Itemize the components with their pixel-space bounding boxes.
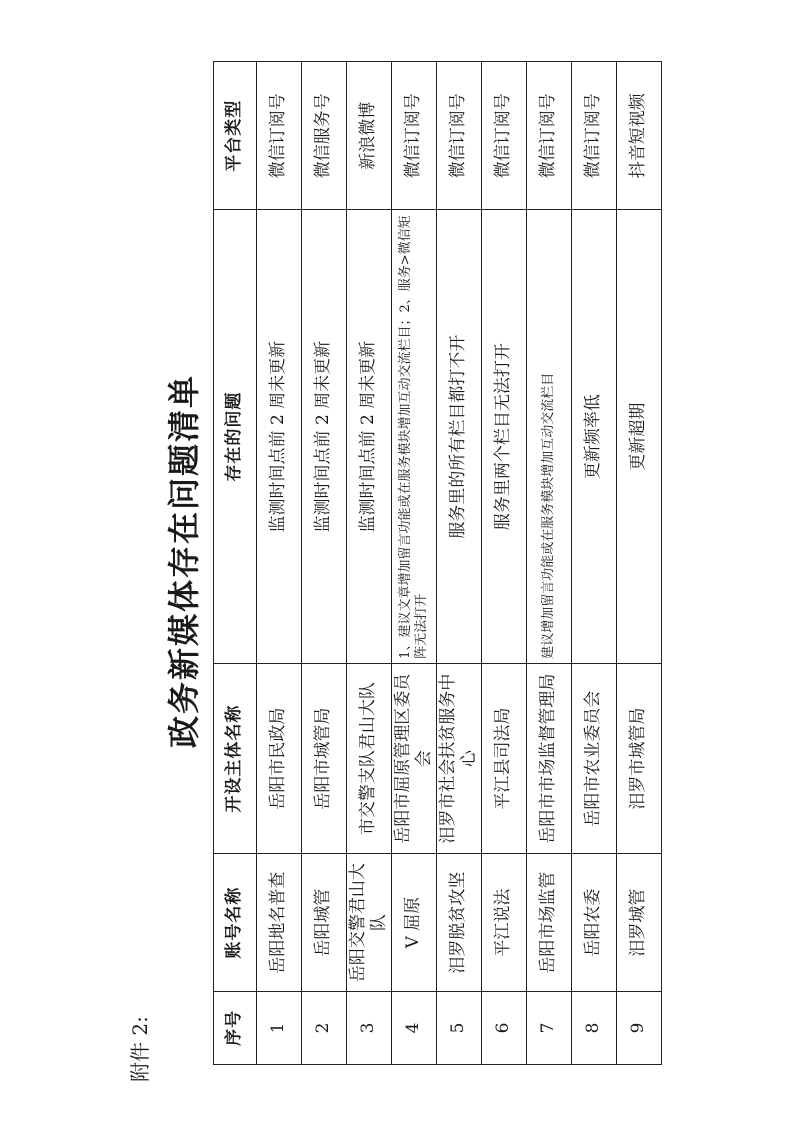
cell-platform: 微信订阅号 — [572, 62, 617, 210]
cell-owner: 岳阳市城管局 — [302, 663, 347, 854]
header-owner: 开设主体名称 — [214, 663, 257, 854]
cell-issue: 更新频率低 — [572, 210, 617, 663]
table-row — [347, 62, 392, 1065]
cell-account: 岳阳市场监管 — [527, 854, 572, 991]
cell-account: 汨罗城管 — [617, 854, 662, 991]
header-no: 序号 — [214, 991, 257, 1064]
attachment-label: 附件 2: — [128, 1016, 152, 1082]
header-platform: 平台类型 — [214, 62, 257, 210]
header-account: 账号名称 — [214, 854, 257, 991]
cell-issue: 1、建议文章增加留言功能或在服务模块增加互动交流栏目；2、服务>微信矩阵无法打开 — [392, 210, 437, 663]
cell-issue: 服务里两个栏目无法打开 — [482, 210, 527, 663]
cell-account: 岳阳交警君山大队 — [347, 854, 392, 991]
cell-account: 岳阳城管 — [302, 854, 347, 991]
cell-owner: 岳阳市市场监督管理局 — [527, 663, 572, 854]
cell-issue: 监测时间点前 2 周未更新 — [302, 210, 347, 663]
cell-owner: 岳阳市农业委员会 — [572, 663, 617, 854]
header-issue: 存在的问题 — [214, 210, 257, 663]
cell-account: 平江说法 — [482, 854, 527, 991]
cell-issue: 监测时间点前 2 周未更新 — [257, 210, 302, 663]
cell-owner: 平江县司法局 — [482, 663, 527, 854]
cell-platform: 微信订阅号 — [482, 62, 527, 210]
table-row — [392, 62, 437, 1065]
cell-no: 6 — [482, 991, 527, 1064]
cell-account: V 屈原 — [392, 854, 437, 991]
cell-account: 岳阳农委 — [572, 854, 617, 991]
table-row — [302, 62, 347, 1065]
cell-account: 汨罗脱贫攻坚 — [437, 854, 482, 991]
cell-platform: 新浪微博 — [347, 62, 392, 210]
table-row — [527, 62, 572, 1065]
cell-issue: 更新超期 — [617, 210, 662, 663]
cell-owner: 岳阳市屈原管理区委员会 — [392, 663, 437, 854]
cell-no: 3 — [347, 991, 392, 1064]
cell-platform: 微信服务号 — [302, 62, 347, 210]
cell-no: 5 — [437, 991, 482, 1064]
cell-owner: 汨罗市社会扶贫服务中心 — [437, 663, 482, 854]
table-row — [437, 62, 482, 1065]
cell-issue: 建议增加留言功能或在服务模块增加互动交流栏目 — [527, 210, 572, 663]
cell-no: 7 — [527, 991, 572, 1064]
cell-platform: 微信订阅号 — [437, 62, 482, 210]
cell-platform: 微信订阅号 — [527, 62, 572, 210]
cell-owner: 汨罗市城管局 — [617, 663, 662, 854]
cell-no: 4 — [392, 991, 437, 1064]
cell-platform: 微信订阅号 — [257, 62, 302, 210]
cell-issue: 服务里的所有栏目都打不开 — [437, 210, 482, 663]
cell-platform: 抖音短视频 — [617, 62, 662, 210]
cell-owner: 市交警支队君山大队 — [347, 663, 392, 854]
cell-no: 9 — [617, 991, 662, 1064]
cell-issue: 监测时间点前 2 周未更新 — [347, 210, 392, 663]
table-row — [617, 62, 662, 1065]
table-row — [482, 62, 527, 1065]
cell-no: 1 — [257, 991, 302, 1064]
cell-no: 2 — [302, 991, 347, 1064]
cell-platform: 微信订阅号 — [392, 62, 437, 210]
cell-owner: 岳阳市民政局 — [257, 663, 302, 854]
page-title: 政务新媒体存在问题清单 — [165, 374, 203, 749]
table-header-row — [214, 62, 257, 1065]
issue-table — [213, 61, 662, 1065]
table-row — [572, 62, 617, 1065]
cell-no: 8 — [572, 991, 617, 1064]
table-row — [257, 62, 302, 1065]
cell-account: 岳阳地名普查 — [257, 854, 302, 991]
